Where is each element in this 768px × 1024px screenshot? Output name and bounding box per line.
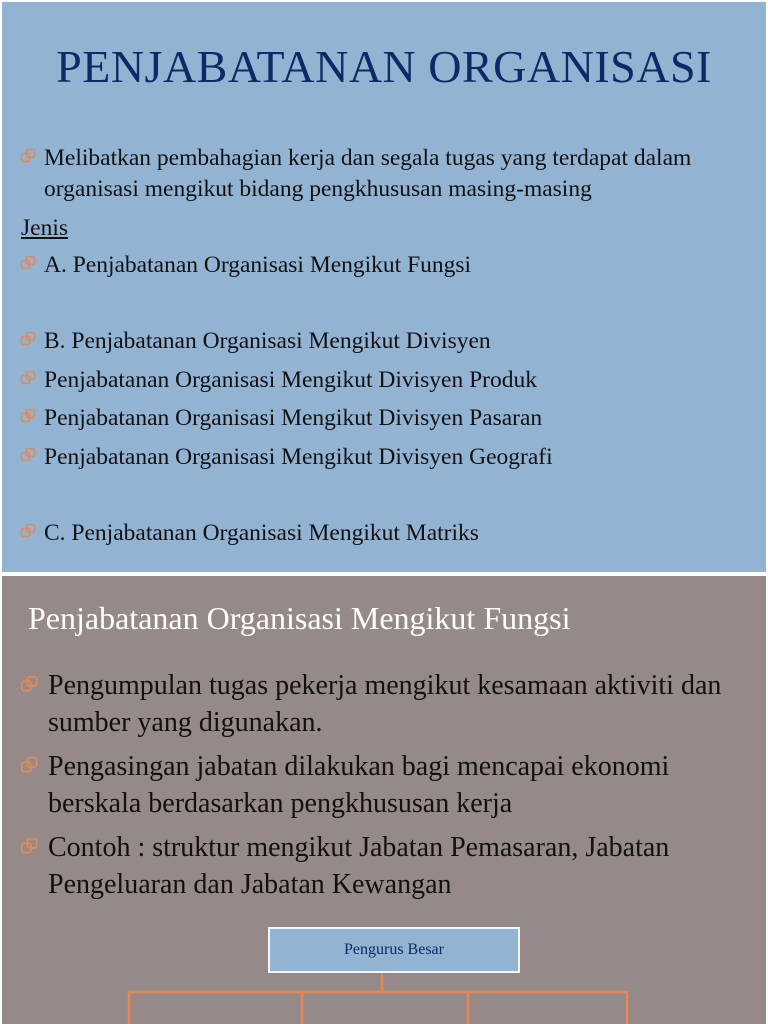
org-chart-root-label: Pengurus Besar <box>344 941 444 958</box>
slide-1 <box>2 2 766 572</box>
list-item <box>44 250 746 281</box>
list-item-text: Penjabatanan Organisasi Mengikut Divisyen Produk <box>44 367 537 393</box>
list-item <box>44 403 746 434</box>
slide-2-title: Penjabatanan Organisasi Mengikut Fungsi <box>28 600 571 636</box>
list-item <box>44 442 746 473</box>
list-item-text: Penjabatanan Organisasi Mengikut Divisyen Pasaran <box>44 405 543 431</box>
list-item-text: Pengasingan jabatan dilakukan bagi mencapai ekonomi berskala berdasarkan pengkhususan kerja <box>48 751 670 819</box>
list-item-text: Penjabatanan Organisasi Mengikut Divisyen Geografi <box>44 444 553 470</box>
org-chart-root-node <box>268 927 520 973</box>
bullet-icon <box>20 326 38 357</box>
intro-bullet-item <box>44 143 746 205</box>
list-item-text: Pengumpulan tugas pekerja mengikut kesamaan aktiviti dan sumber yang digunakan. <box>48 670 722 738</box>
list-item <box>44 518 746 549</box>
bullet-icon <box>20 365 38 396</box>
list-item-text: C. Penjabatanan Organisasi Mengikut Matriks <box>44 520 479 546</box>
bullet-icon <box>20 143 38 174</box>
list-item-text: Contoh : struktur mengikut Jabatan Pemasaran, Jabatan Pengeluaran dan Jabatan Kewangan <box>48 832 670 900</box>
slide-2 <box>2 576 766 1024</box>
bullet-icon <box>20 518 38 549</box>
bullet-icon <box>20 403 38 434</box>
types-label: Jenis <box>21 215 68 241</box>
list-item <box>44 365 746 396</box>
list-item-text: A. Penjabatanan Organisasi Mengikut Fungsi <box>44 252 472 278</box>
bullet-icon <box>20 442 38 473</box>
list-item <box>44 326 746 357</box>
list-item-text: B. Penjabatanan Organisasi Mengikut Divisyen <box>44 328 491 354</box>
intro-text: Melibatkan pembahagian kerja dan segala tugas yang terdapat dalam organisasi mengikut bidang pengkhususan masing-masing <box>44 145 692 202</box>
slide-1-title: PENJABATANAN ORGANISASI <box>56 41 712 92</box>
bullet-icon <box>20 250 38 281</box>
